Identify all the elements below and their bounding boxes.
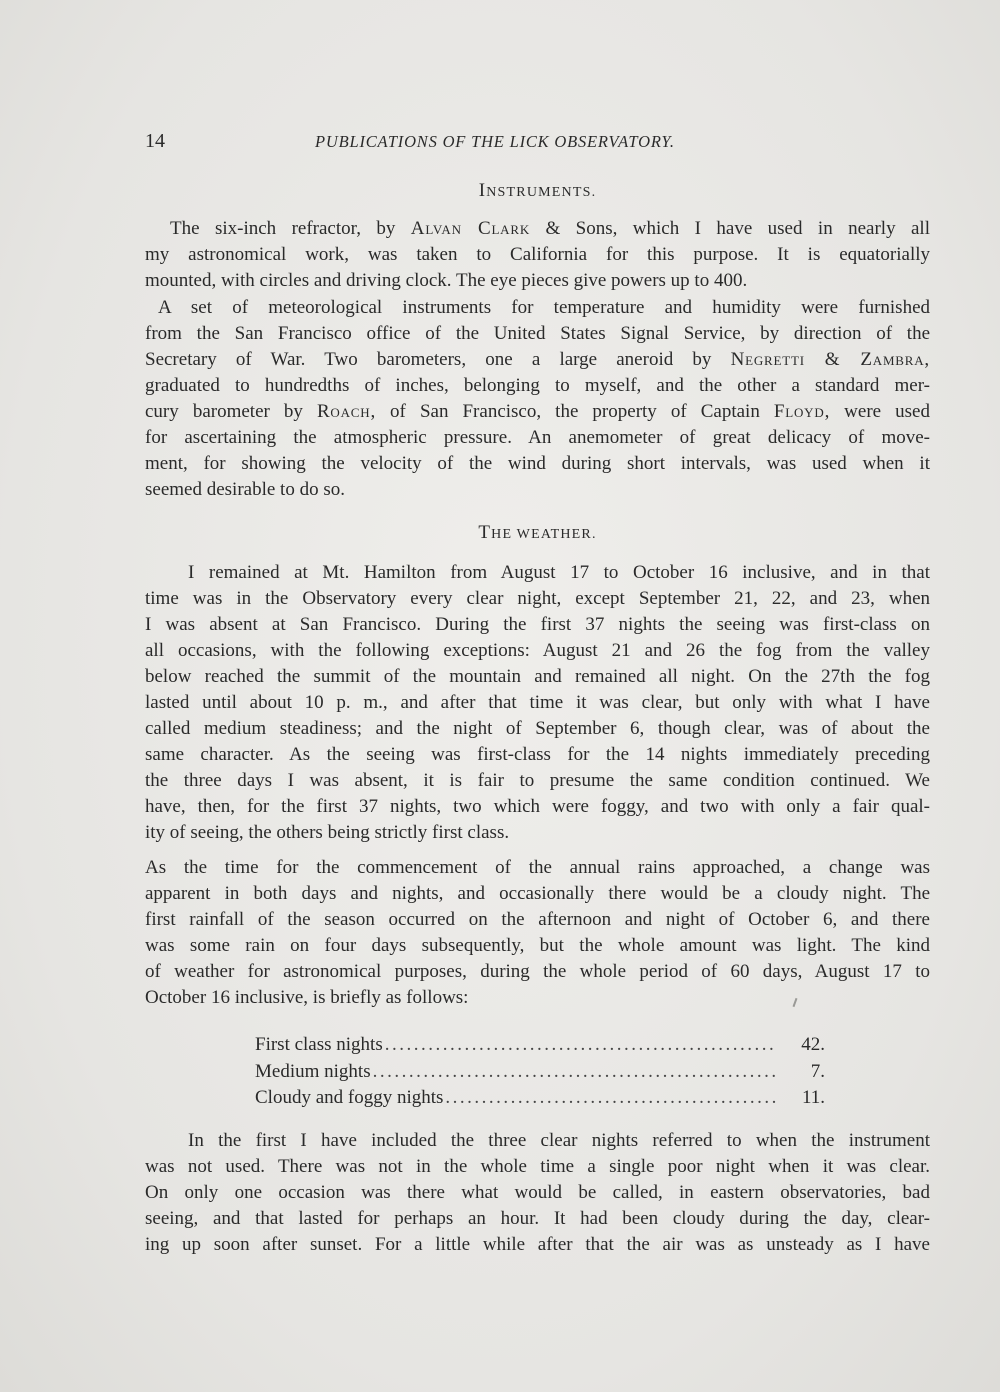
row-value: 11. [801,1087,825,1108]
leader-dots [371,1059,777,1086]
text-line: In the first I have included the three clear nights referred to when the instrument [188,1130,930,1151]
text-line: from the San Francisco office of the United States Signal Service, by direction of the [145,323,930,344]
table-row [255,1032,825,1059]
text-line: ity of seeing, the others being strictly first class. [145,822,510,843]
text-line: seeing, and that lasted for perhaps an hour. It had been cloudy during the day, clear- [145,1208,930,1229]
leader-dots [443,1085,777,1112]
leader-dots [383,1032,777,1059]
text-line: ing up soon after sunset. For a little while after that the air was as unsteady as I have [145,1234,930,1255]
text-line: graduated to hundredths of inches, belonging to myself, and the other a standard mer- [145,375,930,396]
text-line: all occasions, with the following exceptions: August 21 and 26 the fog from the valley [145,640,930,661]
text-line: was some rain on four days subsequently, but the whole amount was light. The kind [145,935,930,956]
text-line: ment, for showing the velocity of the wind during short intervals, was used when it [145,453,930,474]
paragraph-weather-3 [145,1128,930,1258]
row-value: 7. [810,1060,825,1082]
text-line: On only one occasion was there what would be called, in eastern observatories, bad [145,1182,930,1203]
text-line: I was absent at San Francisco. During the first 37 nights the seeing was first-class on [145,614,930,635]
section-heading-instruments: INSTRUMENTS. [478,180,597,201]
text-line: I remained at Mt. Hamilton from August 17 to October 16 inclusive, and in that [188,562,930,583]
text-line: called medium steadiness; and the night of September 6, though clear, was of about the [145,718,930,739]
text-line: lasted until about 10 p. m., and after that time it was clear, but only with what I have [145,692,930,713]
row-label: Medium nights [255,1060,371,1082]
paragraph-weather-2 [145,855,930,1011]
row-label: First class nights [255,1034,383,1055]
text-line: Secretary of War. Two barometers, one a large aneroid by Negretti & Zambra, [145,349,930,370]
nights-table [255,1032,825,1112]
text-line: my astronomical work, was taken to California for this purpose. It is equatorially [145,244,930,265]
text-line: cury barometer by Roach, of San Francisco, the property of Captain Floyd, were used [145,401,930,422]
running-head [145,130,930,160]
text-line: for ascertaining the atmospheric pressure. An anemometer of great delicacy of move- [145,427,930,448]
text-line: below reached the summit of the mountain and remained all night. On the 27th the fog [145,666,930,687]
table-row [255,1085,825,1112]
text-line: of weather for astronomical purposes, during the whole period of 60 days, August 17 to [145,961,930,982]
text-line: was not used. There was not in the whole time a single poor night when it was clear. [145,1156,930,1177]
journal-title: PUBLICATIONS OF THE LICK OBSERVATORY. [315,132,675,151]
page-number: 14 [145,130,165,152]
paragraph-weather-1 [145,560,930,846]
row-label: Cloudy and foggy nights [255,1087,444,1108]
text-line: the three days I was absent, it is fair to presume the same condition continued. We [145,770,930,791]
text-line: mounted, with circles and driving clock. The eye pieces give powers up to 400. [145,270,748,291]
text-line: The six-inch refractor, by Alvan Clark & Sons, which I have used in nearly all [170,218,930,239]
table-row [255,1059,825,1086]
text-line: seemed desirable to do so. [145,479,345,500]
row-value: 42. [801,1034,825,1055]
text-line: October 16 inclusive, is briefly as follows: [145,987,469,1008]
text-line: time was in the Observatory every clear night, except September 21, 22, and 23, when [145,588,930,609]
text-line: have, then, for the first 37 nights, two which were foggy, and two with only a fair qual- [145,796,930,817]
text-line: A set of meteorological instruments for temperature and humidity were furnished [158,297,930,318]
text-line: same character. As the seeing was first-class for the 14 nights immediately preceding [145,744,930,765]
text-line: first rainfall of the season occurred on the afternoon and night of October 6, and there [145,909,930,930]
text-line: apparent in both days and nights, and occasionally there would be a cloudy night. The [145,883,930,904]
paragraph-instruments-2 [145,295,930,503]
text-line: As the time for the commencement of the annual rains approached, a change was [145,857,930,878]
paragraph-instruments-1 [145,216,930,294]
section-heading-weather: THE WEATHER. [478,522,597,543]
